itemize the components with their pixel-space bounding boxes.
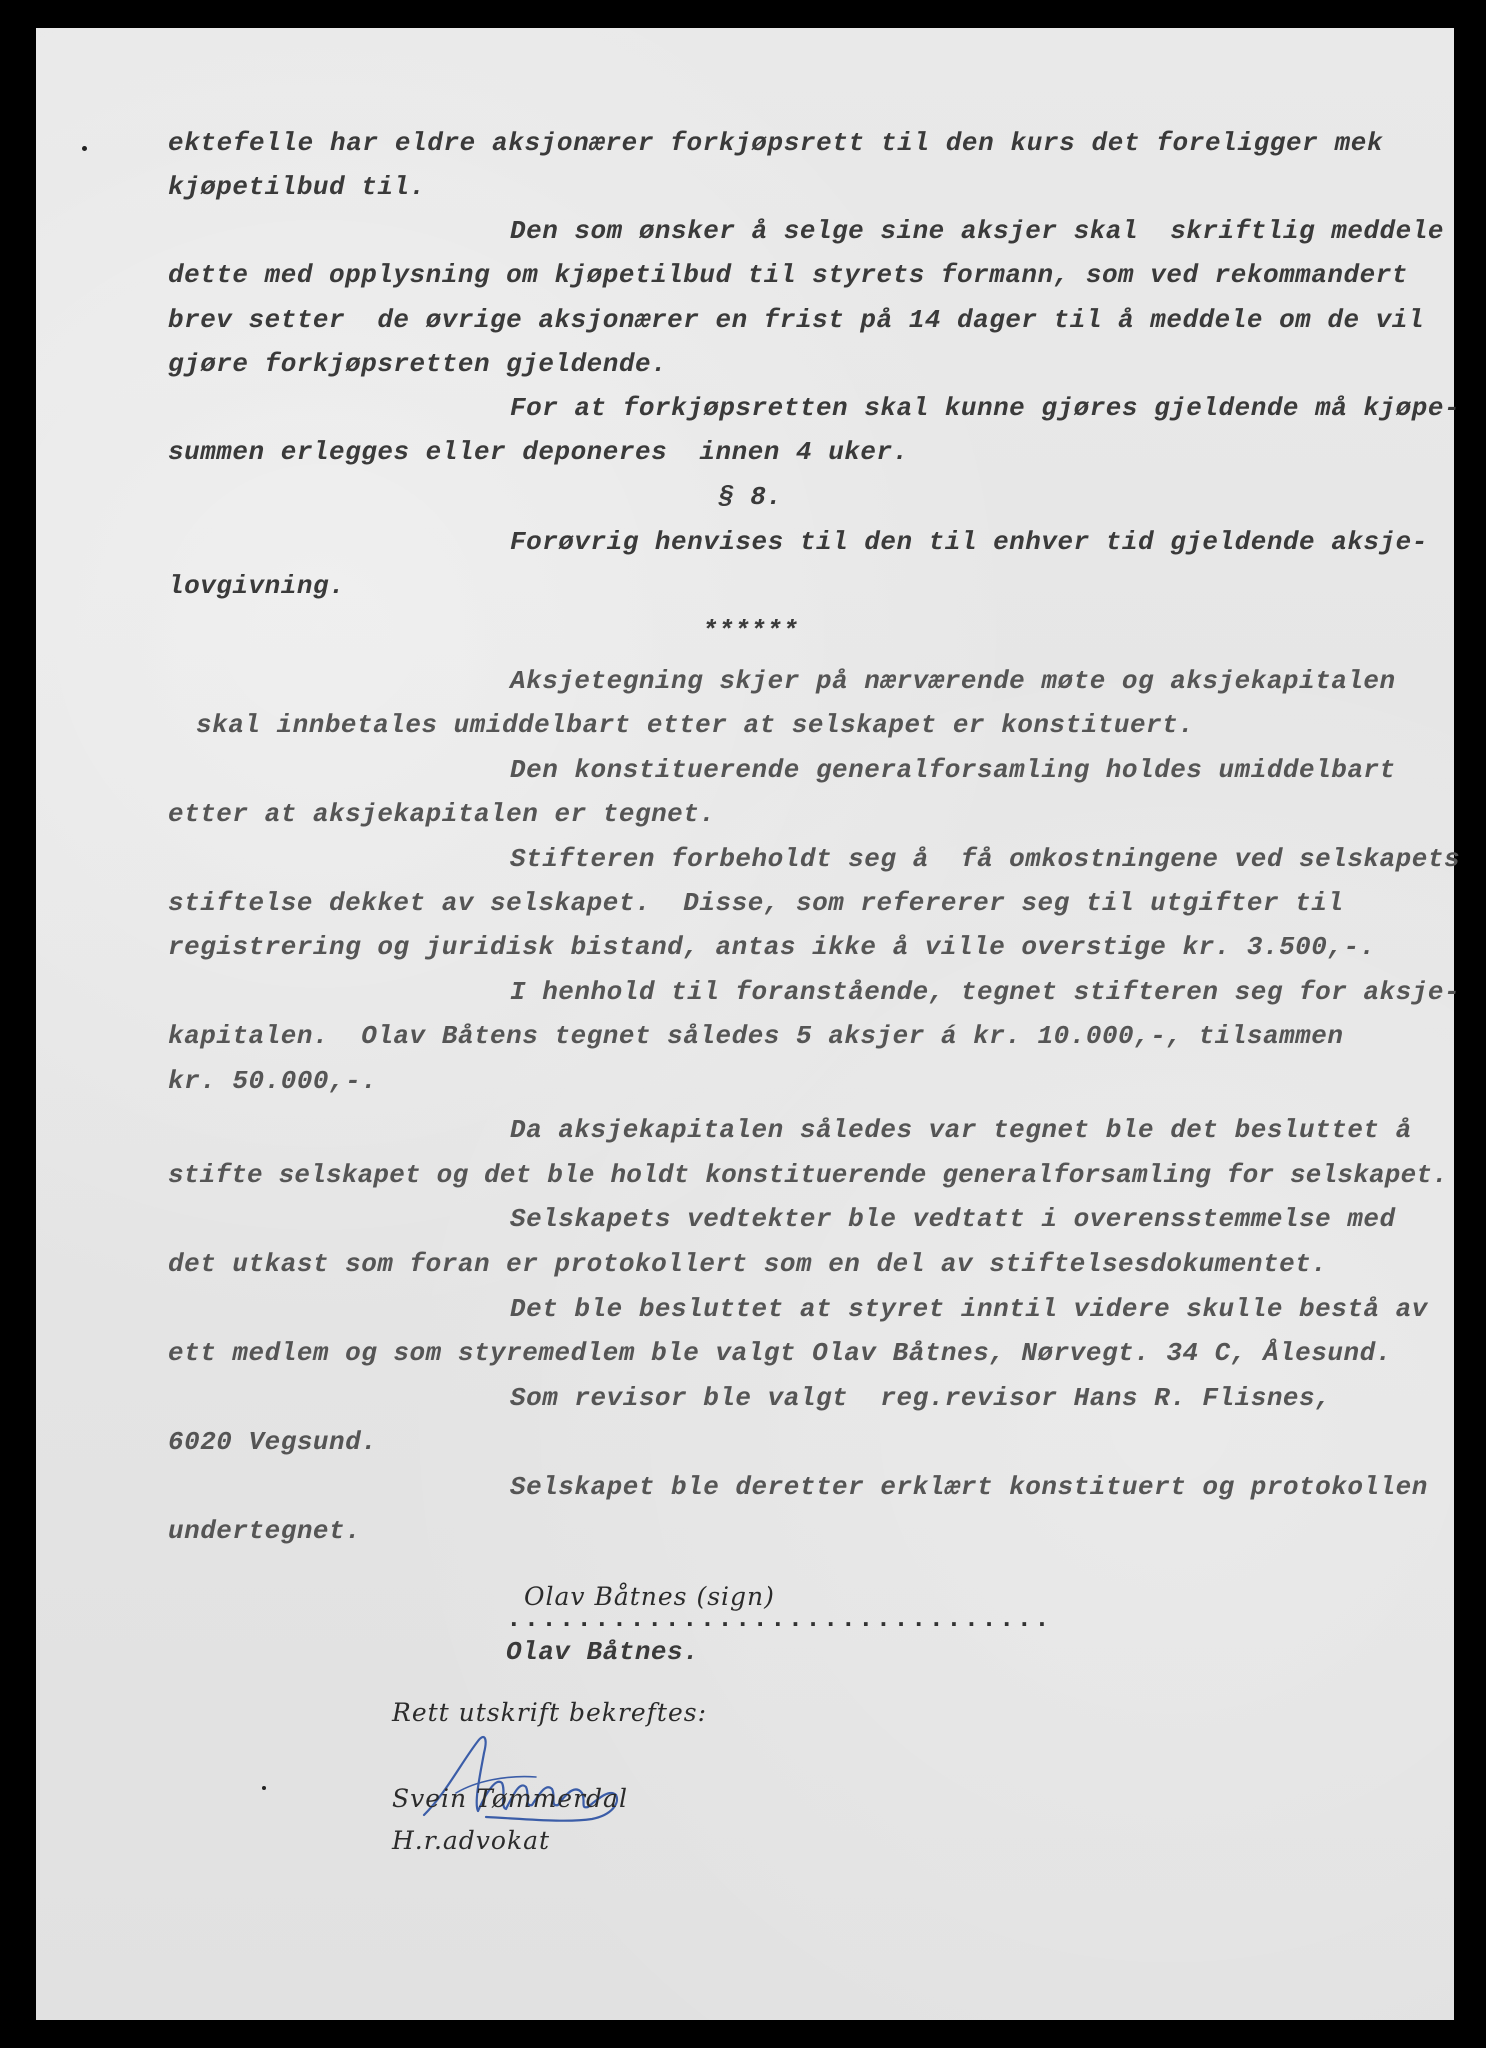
text-line: dette med opplysning om kjøpetilbud til styrets formann, som ved rekommandert — [168, 260, 1408, 290]
text-line: Stifteren forbeholdt seg å få omkostningene ved selskapets — [510, 844, 1461, 874]
paper-speck — [262, 1786, 266, 1790]
text-line: lovgivning. — [168, 571, 346, 601]
text-line: brev setter de øvrige aksjonærer en frist på 14 dager til å meddele om de vil — [168, 305, 1424, 335]
text-line: stiftelse dekket av selskapet. Disse, som refererer seg til utgifter til — [168, 888, 1344, 918]
text-line: stifte selskapet og det ble holdt konstituerende generalforsamling for selskapet. — [168, 1160, 1449, 1190]
text-line: Den konstituerende generalforsamling holdes umiddelbart — [510, 755, 1396, 785]
certification-statement: Rett utskrift bekreftes: — [392, 1698, 708, 1727]
signature-dotted-line: ............................... — [506, 1604, 1052, 1634]
text-line: Da aksjekapitalen således var tegnet ble det besluttet å — [510, 1115, 1412, 1145]
text-line: gjøre forkjøpsretten gjeldende. — [168, 349, 668, 379]
text-line: summen erlegges eller deponeres innen 4 uker. — [168, 437, 909, 467]
text-line: 6020 Vegsund. — [168, 1427, 378, 1457]
text-line: I henhold til foranstående, tegnet stifteren seg for aksje- — [510, 977, 1461, 1007]
signed-name: Olav Båtnes (sign) — [524, 1582, 775, 1611]
separator-asterisks: ****** — [702, 616, 799, 646]
document-page — [36, 28, 1461, 2020]
section-heading: § 8. — [718, 482, 783, 512]
text-line: skal innbetales umiddelbart etter at selskapet er konstituert. — [196, 710, 1195, 740]
text-line: det utkast som foran er protokollert som en del av stiftelsesdokumentet. — [168, 1249, 1328, 1279]
text-line: Selskapet ble deretter erklært konstituert og protokollen — [510, 1472, 1428, 1502]
text-line: For at forkjøpsretten skal kunne gjøres gjeldende må kjøpe- — [510, 393, 1461, 423]
text-line: Det ble besluttet at styret inntil videre skulle bestå av — [510, 1294, 1428, 1324]
text-line: registrering og juridisk bistand, antas ikke å ville overstige kr. 3.500,-. — [168, 932, 1376, 962]
text-line: Selskapets vedtekter ble vedtatt i overensstemmelse med — [510, 1204, 1396, 1234]
text-line: ett medlem og som styremedlem ble valgt Olav Båtnes, Nørvegt. 34 C, Ålesund. — [168, 1338, 1392, 1368]
text-line: undertegnet. — [168, 1516, 362, 1546]
text-line: kr. 50.000,-. — [168, 1066, 378, 1096]
certifier-name: Svein Tømmerdal — [392, 1784, 628, 1813]
text-line: Aksjetegning skjer på nærværende møte og aksjekapitalen — [510, 666, 1396, 696]
typed-signatory-name: Olav Båtnes. — [506, 1637, 700, 1667]
text-line: Den som ønsker å selge sine aksjer skal skriftlig meddele — [510, 216, 1444, 246]
text-line: kapitalen. Olav Båtens tegnet således 5 aksjer á kr. 10.000,-, tilsammen — [168, 1021, 1344, 1051]
text-line: Forøvrig henvises til den til enhver tid gjeldende aksje- — [510, 527, 1428, 557]
text-line: kjøpetilbud til. — [168, 172, 426, 202]
text-line: ektefelle har eldre aksjonærer forkjøpsrett til den kurs det foreligger mek — [168, 128, 1384, 158]
text-line: Som revisor ble valgt reg.revisor Hans R. Flisnes, — [510, 1383, 1332, 1413]
handwritten-signature — [416, 1723, 666, 1833]
certifier-title: H.r.advokat — [392, 1826, 551, 1855]
paper-speck — [82, 146, 87, 151]
text-line: etter at aksjekapitalen er tegnet. — [168, 799, 716, 829]
